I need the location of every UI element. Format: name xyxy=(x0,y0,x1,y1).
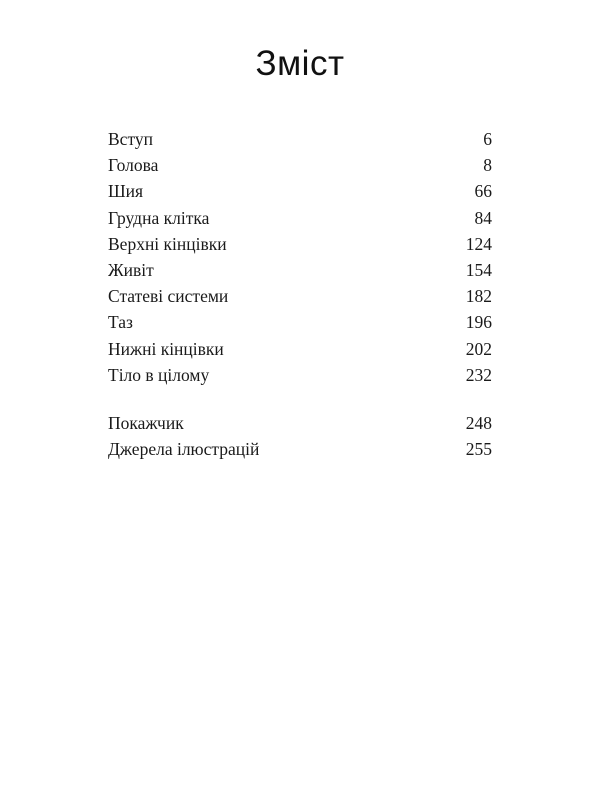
toc-entry xyxy=(108,178,492,204)
toc-entry xyxy=(108,283,492,309)
table-of-contents xyxy=(108,126,492,388)
toc-entry-page: 66 xyxy=(474,181,492,202)
toc-entry-label: Покажчик xyxy=(108,413,184,433)
toc-entry xyxy=(108,336,492,362)
toc-entry-page: 154 xyxy=(465,259,492,280)
toc-entry-page: 8 xyxy=(483,155,492,176)
toc-entry xyxy=(108,152,492,178)
toc-entry-page: 182 xyxy=(465,286,492,307)
toc-entry-label: Нижні кінцівки xyxy=(108,338,224,359)
toc-entry-label: Живіт xyxy=(108,259,154,280)
toc-entry xyxy=(108,205,492,231)
toc-entry xyxy=(108,362,492,388)
toc-entry-label: Верхні кінцівки xyxy=(108,233,227,254)
back-matter-contents xyxy=(108,410,492,462)
toc-entry-page: 255 xyxy=(465,439,492,460)
toc-entry-label: Джерела ілюстрацій xyxy=(108,439,260,460)
toc-entry-page: 6 xyxy=(483,129,492,149)
toc-entry xyxy=(108,309,492,335)
toc-entry-label: Таз xyxy=(108,312,133,333)
toc-entry-label: Голова xyxy=(108,155,159,176)
toc-entry-page: 124 xyxy=(465,233,492,254)
toc-entry xyxy=(108,410,492,436)
toc-entry xyxy=(108,126,492,152)
toc-entry-page: 84 xyxy=(474,207,492,228)
toc-entry-label: Грудна клітка xyxy=(108,207,210,228)
page-title: Зміст xyxy=(255,44,345,83)
toc-entry xyxy=(108,436,492,462)
toc-entry-page: 232 xyxy=(465,364,492,385)
toc-entry-page: 202 xyxy=(465,338,492,359)
toc-entry-label: Шия xyxy=(108,181,144,202)
toc-entry xyxy=(108,257,492,283)
toc-entry-label: Статеві системи xyxy=(108,286,229,307)
toc-entry-label: Вступ xyxy=(108,129,153,149)
toc-entry xyxy=(108,231,492,257)
toc-entry-page: 248 xyxy=(465,413,492,433)
toc-entry-page: 196 xyxy=(465,312,492,333)
toc-entry-label: Тіло в цілому xyxy=(108,364,210,385)
